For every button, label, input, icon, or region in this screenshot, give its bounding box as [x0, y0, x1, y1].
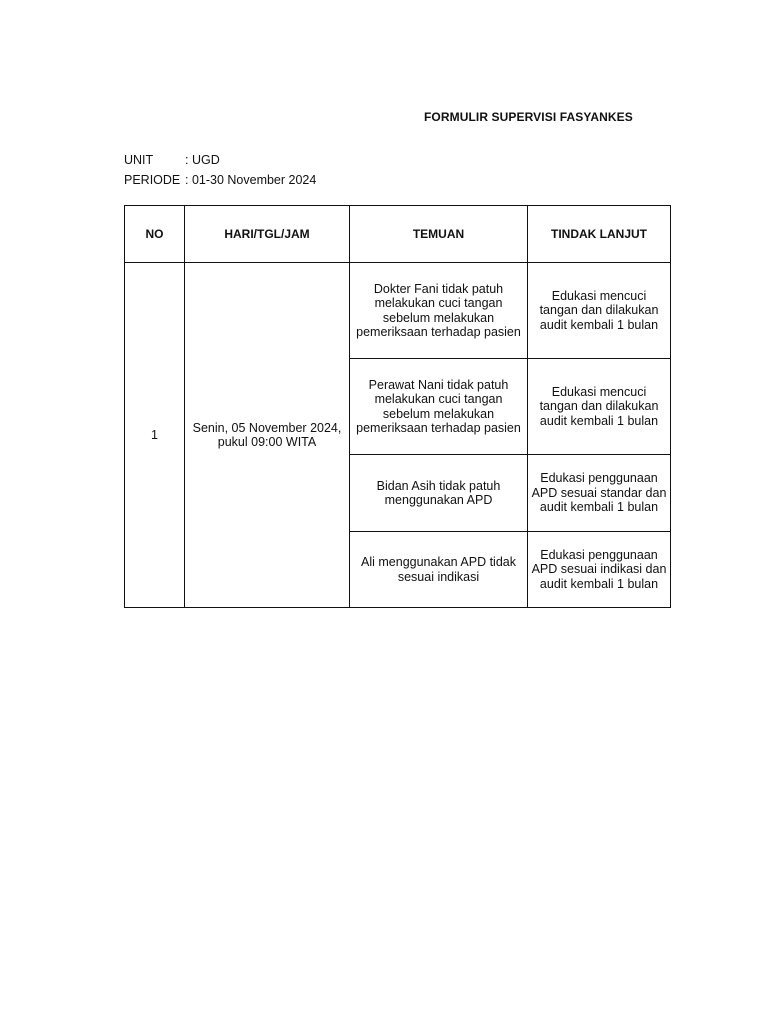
header-no: NO: [125, 206, 185, 263]
finding-cell: Dokter Fani tidak patuh melakukan cuci tangan sebelum melakukan pemeriksaan terhadap pasien: [350, 263, 528, 359]
meta-label-unit: UNIT: [124, 153, 154, 167]
header-followup: TINDAK LANJUT: [528, 206, 671, 263]
entry-date: Senin, 05 November 2024, pukul 09:00 WITA: [185, 263, 350, 608]
meta-row-periode: [124, 170, 316, 190]
finding-cell: Bidan Asih tidak patuh menggunakan APD: [350, 455, 528, 532]
entry-number: 1: [125, 263, 185, 608]
table-header-row: [125, 206, 671, 263]
meta-value-periode: : 01-30 November 2024: [185, 173, 317, 187]
finding-cell: Ali menggunakan APD tidak sesuai indikasi: [350, 532, 528, 608]
followup-cell: Edukasi penggunaan APD sesuai indikasi dan audit kembali 1 bulan: [528, 532, 671, 608]
followup-cell: Edukasi mencuci tangan dan dilakukan audit kembali 1 bulan: [528, 359, 671, 455]
header-date: HARI/TGL/JAM: [185, 206, 350, 263]
meta-row-unit: [124, 150, 316, 170]
followup-cell: Edukasi mencuci tangan dan dilakukan audit kembali 1 bulan: [528, 263, 671, 359]
header-finding: TEMUAN: [350, 206, 528, 263]
followup-cell: Edukasi penggunaan APD sesuai standar dan audit kembali 1 bulan: [528, 455, 671, 532]
page-title: FORMULIR SUPERVISI FASYANKES: [424, 110, 633, 124]
table-row: [125, 263, 671, 359]
document-meta: [124, 150, 316, 190]
supervision-table: [124, 205, 671, 608]
meta-value-unit: : UGD: [185, 153, 220, 167]
finding-cell: Perawat Nani tidak patuh melakukan cuci tangan sebelum melakukan pemeriksaan terhadap pasien: [350, 359, 528, 455]
meta-label-periode: PERIODE: [124, 173, 181, 187]
